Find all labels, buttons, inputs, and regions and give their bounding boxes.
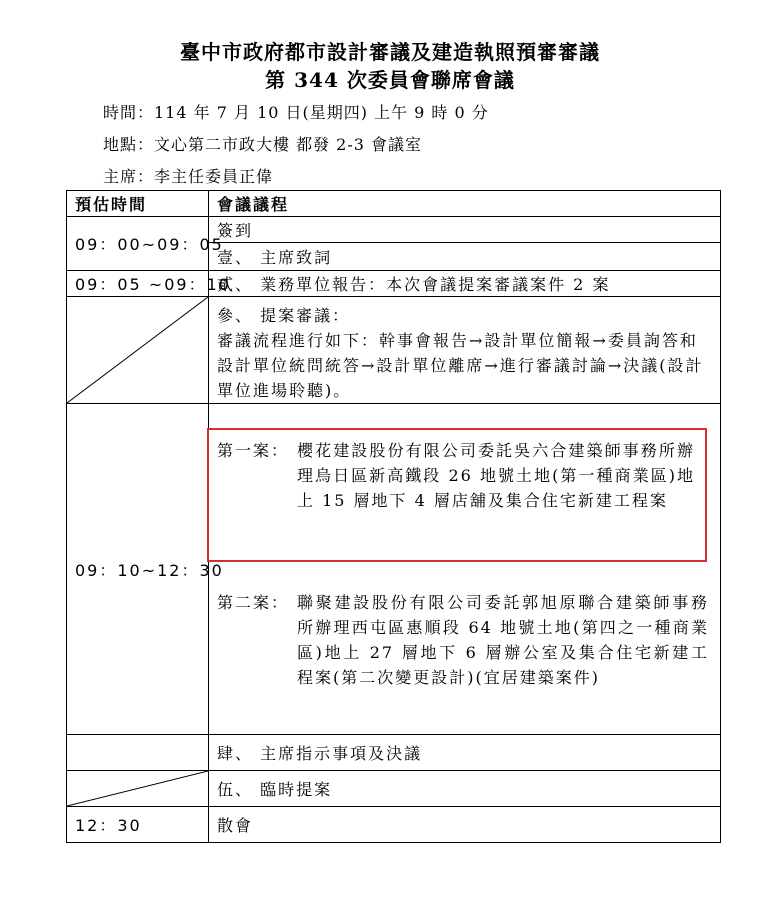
table-row [67,807,721,843]
review-process: 審議流程進行如下：幹事會報告→設計單位簡報→委員詢答和設計單位統問統答→設計單位離席→進行審議討論→決議(設計單位進場聆聽)。 [217,331,704,400]
table-row [67,771,721,807]
document-title-line2: 第 344 次委員會聯席會議 [265,68,515,92]
agenda-table [66,190,721,843]
table-row [67,217,721,243]
agenda-motions: 伍、 臨時提案 [209,771,721,807]
case-2-text: 聯聚建設股份有限公司委託郭旭原聯合建築師事務所辦理西屯區惠順段 64 地號土地(第四之一種商業區)地上 27 層地下 6 層辦公室及集合住宅新建工程案(第二次變更設計)(宜居建築案件) [297,593,709,687]
meeting-chair: 主席：李主任委員正偉 [103,167,274,186]
case-2-number: 第二案： [217,593,290,612]
table-row [67,735,721,771]
column-header-agenda: 會議議程 [209,191,721,217]
diagonal-line [67,771,208,806]
blank-time-cell [67,735,209,771]
blank-time-cell [67,771,209,807]
meeting-location: 地點：文心第二市政大樓 都發 2-3 會議室 [103,135,423,154]
table-row [67,271,721,297]
review-title: 參、 提案審議： [217,306,351,325]
time-cell: 09：05 ~09：10 [67,271,209,297]
agenda-chair-speech: 壹、 主席致詞 [209,243,721,271]
agenda-directives: 肆、 主席指示事項及決議 [209,735,721,771]
agenda-review [209,297,721,404]
case-1 [209,430,705,560]
case-2 [209,590,719,690]
blank-time-cell [67,297,209,404]
agenda-adjourn: 散會 [209,807,721,843]
agenda-signin: 簽到 [209,217,721,243]
table-row [67,297,721,404]
document-title-line1: 臺中市政府都市設計審議及建造執照預審審議 [180,40,600,64]
time-cell: 09：00~09：05 [67,217,209,271]
agenda-cases [209,404,721,735]
case-1-text: 櫻花建設股份有限公司委託吳六合建築師事務所辦理烏日區新高鐵段 26 地號土地(第一種商業區)地上 15 層地下 4 層店舖及集合住宅新建工程案 [297,441,695,510]
table-header-row [67,191,721,217]
time-cell: 09：10~12：30 [67,404,209,735]
table-row [67,404,721,735]
diagonal-line [67,297,208,403]
meeting-time: 時間：114 年 7 月 10 日(星期四) 上午 9 時 0 分 [103,103,489,122]
agenda-report: 貳、 業務單位報告：本次會議提案審議案件 2 案 [209,271,721,297]
case-1-number: 第一案： [217,441,290,460]
column-header-time: 預估時間 [67,191,209,217]
time-cell: 12：30 [67,807,209,843]
